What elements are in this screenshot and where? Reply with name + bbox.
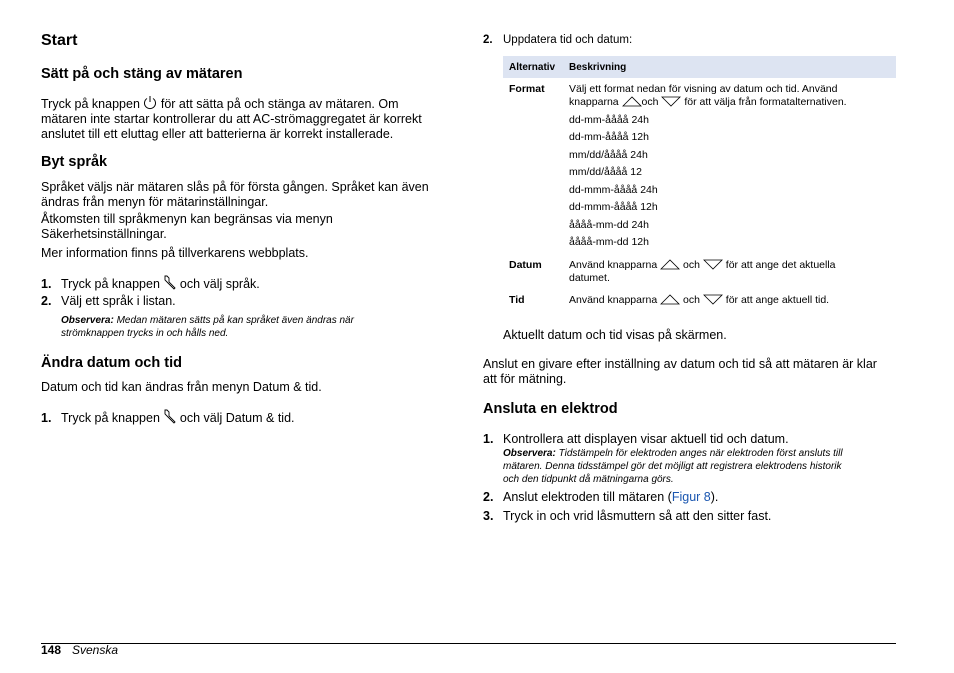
header-col-option: Alternativ bbox=[509, 62, 556, 73]
wrench-icon bbox=[163, 275, 176, 290]
electrode-step-3: 3. Tryck in och vrid låsmuttern så att den sitter fast. bbox=[483, 509, 772, 523]
heading-electrode: Ansluta en elektrod bbox=[483, 401, 618, 417]
date-time-paragraph: Datum och tid kan ändras från menyn Datum & tid. bbox=[41, 380, 322, 394]
language-paragraph-1: Språket väljs när mätaren slås på för första gången. Språket kan även ändras från menyn för mätarinställningar. bbox=[41, 180, 429, 209]
format-option: dd-mmm-åååå 12h bbox=[569, 201, 658, 213]
electrode-step-2: 2. Anslut elektroden till mätaren (Figur 8). bbox=[483, 490, 719, 504]
tid-description: Använd knapparna och för att ange aktuell tid. bbox=[569, 294, 830, 306]
datum-description: Använd knapparna och för att ange det aktuella datumet. bbox=[569, 259, 836, 284]
table-header bbox=[503, 56, 896, 78]
sensor-paragraph: Anslut en givare efter inställning av datum och tid så att mätaren är klar att för mätning. bbox=[483, 357, 877, 386]
format-option: åååå-mm-dd 12h bbox=[569, 236, 649, 248]
row-label-tid: Tid bbox=[509, 294, 525, 306]
language-step-2: 2. Välj ett språk i listan. bbox=[41, 294, 176, 308]
down-arrow-icon bbox=[661, 96, 681, 107]
language-note: Observera: Medan mätaren sätts på kan språket även ändras när strömknappen trycks in och hålls ned. bbox=[61, 315, 354, 339]
electrode-note: Observera: Tidstämpeln för elektroden anges när elektroden först ansluts till mätaren. Denna tidsstämpel gör det möjligt att registrera elektrodens historik och den tidpunkt då mätningarna görs. bbox=[503, 448, 843, 485]
up-arrow-icon bbox=[660, 294, 680, 305]
format-option: åååå-mm-dd 24h bbox=[569, 219, 649, 231]
format-option: mm/dd/åååå 12 bbox=[569, 166, 642, 178]
power-paragraph: Tryck på knappen för att sätta på och stänga av mätaren. Om mätaren inte startar kontrollerar du att AC-strömaggregatet är korrekt anslutet till ett eluttag eller att batterierna är korrekt installerade. bbox=[41, 97, 422, 141]
language-step-1: 1. Tryck på knappen och välj språk. bbox=[41, 277, 260, 291]
format-description: Välj ett format nedan för visning av datum och tid. Använd knapparna och för att välja från formatalternativen. bbox=[569, 83, 847, 108]
update-step-2: 2. Uppdatera tid och datum: bbox=[483, 34, 633, 46]
heading-date-time: Ändra datum och tid bbox=[41, 355, 182, 371]
section-title: Start bbox=[41, 32, 78, 49]
heading-power: Sätt på och stäng av mätaren bbox=[41, 66, 243, 82]
format-option: dd-mmm-åååå 24h bbox=[569, 184, 658, 196]
wrench-icon bbox=[163, 409, 176, 424]
down-arrow-icon bbox=[703, 294, 723, 305]
down-arrow-icon bbox=[703, 259, 723, 270]
footer-language: Svenska bbox=[72, 643, 119, 657]
heading-language: Byt språk bbox=[41, 154, 108, 170]
language-paragraph-2: Åtkomsten till språkmenyn kan begränsas via menyn Säkerhetsinställningar. bbox=[41, 212, 333, 241]
row-label-datum: Datum bbox=[509, 259, 542, 271]
up-arrow-icon bbox=[622, 96, 642, 107]
after-table-text: Aktuellt datum och tid visas på skärmen. bbox=[503, 328, 727, 342]
electrode-step-1: 1. Kontrollera att displayen visar aktuell tid och datum. bbox=[483, 432, 789, 446]
footer-divider bbox=[41, 643, 896, 644]
header-col-description: Beskrivning bbox=[569, 62, 627, 73]
page-number: 148 bbox=[41, 643, 62, 657]
power-icon bbox=[143, 95, 157, 110]
language-paragraph-3: Mer information finns på tillverkarens webbplats. bbox=[41, 246, 309, 260]
figure-link[interactable]: Figur 8 bbox=[671, 490, 711, 504]
up-arrow-icon bbox=[660, 259, 680, 270]
options-table bbox=[503, 56, 896, 311]
format-option: dd-mm-åååå 12h bbox=[569, 131, 649, 143]
row-label-format: Format bbox=[509, 83, 545, 95]
date-time-step-1: 1. Tryck på knappen och välj Datum & tid. bbox=[41, 411, 295, 425]
format-option: mm/dd/åååå 24h bbox=[569, 149, 648, 161]
format-option: dd-mm-åååå 24h bbox=[569, 114, 649, 126]
